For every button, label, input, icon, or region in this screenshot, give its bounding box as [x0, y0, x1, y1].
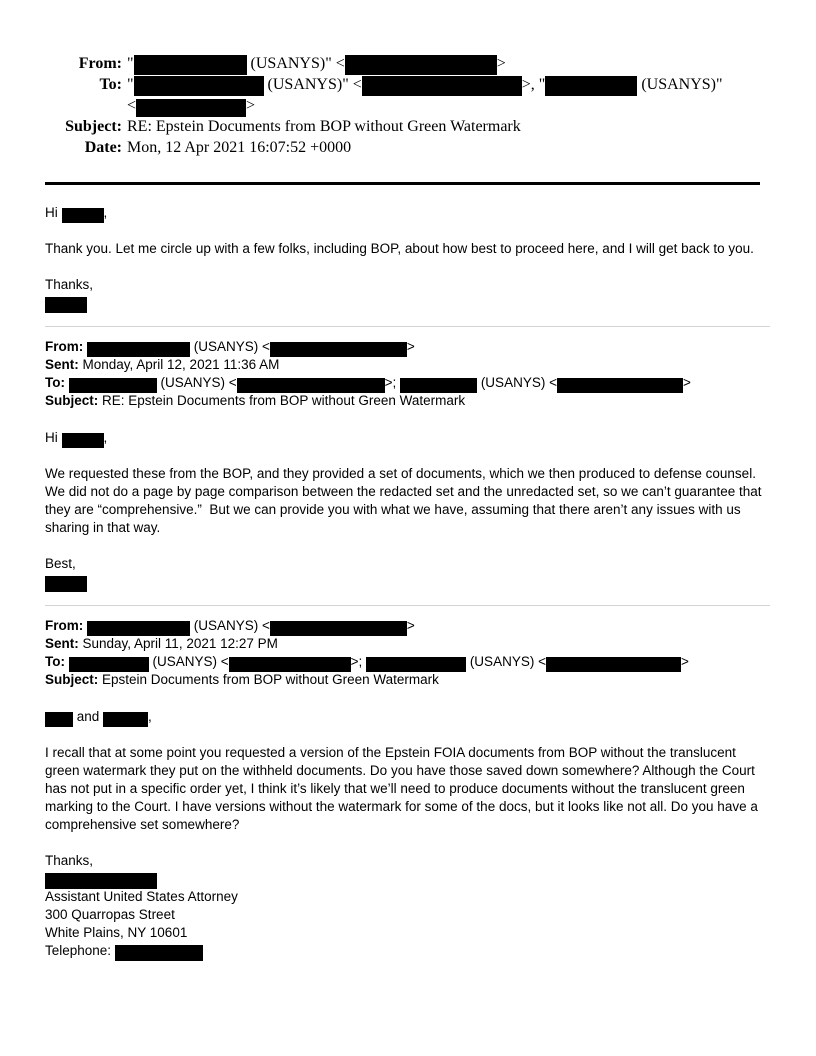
redaction-bar: [400, 378, 477, 393]
redaction-bar: [45, 297, 87, 313]
quoted-divider: [45, 605, 770, 606]
header-label-date: Date:: [84, 139, 122, 156]
header-row-subject: [45, 116, 770, 137]
text-segment: RE: Epstein Documents from BOP without Green Watermark: [127, 118, 521, 135]
text-segment: >: [246, 97, 256, 114]
message-1: [45, 204, 770, 312]
text-segment: (USANYS)" <: [263, 76, 362, 93]
text-segment: >;: [384, 375, 401, 390]
greeting: [45, 429, 770, 447]
text-segment: Subject:: [45, 672, 99, 687]
redaction-bar: [45, 712, 73, 727]
text-segment: ": [127, 55, 134, 72]
text-segment: Hi: [45, 430, 62, 445]
text-segment: To:: [45, 375, 65, 390]
message-2: [45, 326, 770, 591]
text-segment: >;: [350, 654, 367, 669]
redaction-bar: [366, 657, 466, 672]
redaction-bar: [270, 342, 407, 357]
signature-line-telephone: [45, 942, 770, 960]
text-segment: Mon, 12 Apr 2021 16:07:52 +0000: [127, 139, 352, 156]
quoted-header: [45, 338, 770, 410]
redaction-bar: [69, 657, 149, 672]
closing-text: Thanks,: [45, 853, 94, 868]
redaction-bar: [87, 621, 190, 636]
header-value-date: [127, 137, 770, 158]
redaction-bar: [62, 208, 104, 223]
redaction-bar: [69, 378, 157, 393]
quoted-header-sent: [45, 635, 770, 653]
text-segment: Hi: [45, 205, 62, 220]
email-header: [45, 53, 770, 158]
redaction-bar: [45, 873, 157, 889]
quoted-header: [45, 617, 770, 689]
redaction-bar: [345, 55, 497, 75]
text-segment: To:: [45, 654, 65, 669]
greeting: [45, 204, 770, 222]
greeting: [45, 708, 770, 726]
text-segment: (USANYS) <: [190, 618, 270, 633]
text-segment: Sent:: [45, 357, 79, 372]
text-segment: Sunday, April 11, 2021 12:27 PM: [78, 636, 278, 651]
text-segment: >: [496, 55, 506, 72]
header-row-date: [45, 137, 770, 158]
text-segment: (USANYS)" <: [246, 55, 345, 72]
redaction-bar: [136, 99, 246, 117]
signature-line-title: [45, 888, 770, 906]
text-segment: From:: [45, 339, 84, 354]
text-segment: <: [127, 97, 137, 114]
header-label-subject: Subject:: [65, 118, 122, 135]
text-segment: Telephone:: [45, 943, 115, 958]
text-segment: (USANYS) <: [466, 654, 546, 669]
text-segment: Monday, April 12, 2021 11:36 AM: [78, 357, 280, 372]
quoted-header-subject: [45, 671, 770, 689]
text-segment: (USANYS) <: [156, 375, 237, 390]
text-segment: 300 Quarropas Street: [45, 907, 175, 922]
closing: [45, 276, 770, 312]
quoted-header-sent: [45, 356, 770, 374]
header-divider: [45, 182, 760, 185]
quoted-header-from: [45, 338, 770, 356]
redaction-bar: [45, 576, 87, 592]
closing-text: Thanks,: [45, 277, 94, 292]
redaction-bar: [557, 378, 683, 393]
redaction-bar: [270, 621, 407, 636]
message-3: [45, 605, 770, 960]
text-segment: From:: [45, 618, 84, 633]
text-segment: ": [127, 76, 134, 93]
text-segment: Epstein Documents from BOP without Green Watermark: [98, 672, 439, 687]
redaction-bar: [134, 55, 247, 75]
signature-line-name: [45, 870, 770, 888]
text-segment: >: [406, 339, 415, 354]
header-value-to: [127, 74, 770, 116]
message-body: We requested these from the BOP, and they provided a set of documents, which we then produced to defense counsel. We did not do a page by page comparison between the redacted set and the unredacted set, so we can’t guarantee that they are “comprehensive.” But we can provide you with what we have, assuming that there aren’t any issues with us sharing in that way.: [45, 466, 766, 535]
text-segment: RE: Epstein Documents from BOP without Green Watermark: [98, 393, 466, 408]
header-row-to: [45, 74, 770, 116]
redaction-bar: [115, 945, 203, 961]
closing-text: Best,: [45, 556, 76, 571]
redaction-bar: [134, 76, 264, 96]
text-segment: Assistant United States Attorney: [45, 889, 238, 904]
redaction-bar: [362, 76, 522, 96]
text-segment: (USANYS) <: [477, 375, 557, 390]
closing-signature: [45, 294, 770, 312]
header-row-from: [45, 53, 770, 74]
message-body: I recall that at some point you requested a version of the Epstein FOIA documents from BOP without the translucent green watermark they put on the withheld documents. Do you have those saved down somewhere? Although the Court has not put in a specific order yet, I think it’s likely that we’ll need to produce documents without the translucent green marking to the Court. I have versions without the watermark for some of the docs, but it looks like not all. Do you have a comprehensive set somewhere?: [45, 745, 762, 832]
header-label-from: From:: [78, 55, 122, 72]
text-segment: Subject:: [45, 393, 99, 408]
quoted-header-to: [45, 653, 770, 671]
text-segment: >: [406, 618, 415, 633]
text-segment: (USANYS)": [637, 76, 723, 93]
text-segment: >: [682, 375, 691, 390]
redaction-bar: [237, 378, 385, 393]
text-segment: (USANYS) <: [148, 654, 229, 669]
quoted-header-subject: [45, 392, 770, 410]
redaction-bar: [545, 76, 637, 96]
redaction-bar: [229, 657, 351, 672]
text-segment: White Plains, NY 10601: [45, 925, 188, 940]
quoted-header-to: [45, 374, 770, 392]
signature-line-city: [45, 924, 770, 942]
closing-signature: [45, 573, 770, 591]
quoted-header-from: [45, 617, 770, 635]
text-segment: >, ": [521, 76, 546, 93]
text-segment: (USANYS) <: [190, 339, 270, 354]
redaction-bar: [546, 657, 681, 672]
text-segment: ,: [103, 430, 108, 445]
redaction-bar: [62, 433, 104, 448]
text-segment: and: [73, 709, 104, 724]
text-segment: ,: [148, 709, 152, 724]
quoted-divider: [45, 326, 770, 327]
text-segment: >: [680, 654, 689, 669]
redaction-bar: [103, 712, 148, 727]
signature-line-street: [45, 906, 770, 924]
text-segment: ,: [103, 205, 108, 220]
header-value-subject: [127, 116, 770, 137]
header-value-from: [127, 53, 770, 74]
message-body: Thank you. Let me circle up with a few folks, including BOP, about how best to proceed here, and I will get back to you.: [45, 241, 754, 256]
header-label-to: To:: [99, 76, 122, 93]
text-segment: Sent:: [45, 636, 79, 651]
redaction-bar: [87, 342, 190, 357]
closing: [45, 555, 770, 591]
signature-block: [45, 852, 770, 960]
